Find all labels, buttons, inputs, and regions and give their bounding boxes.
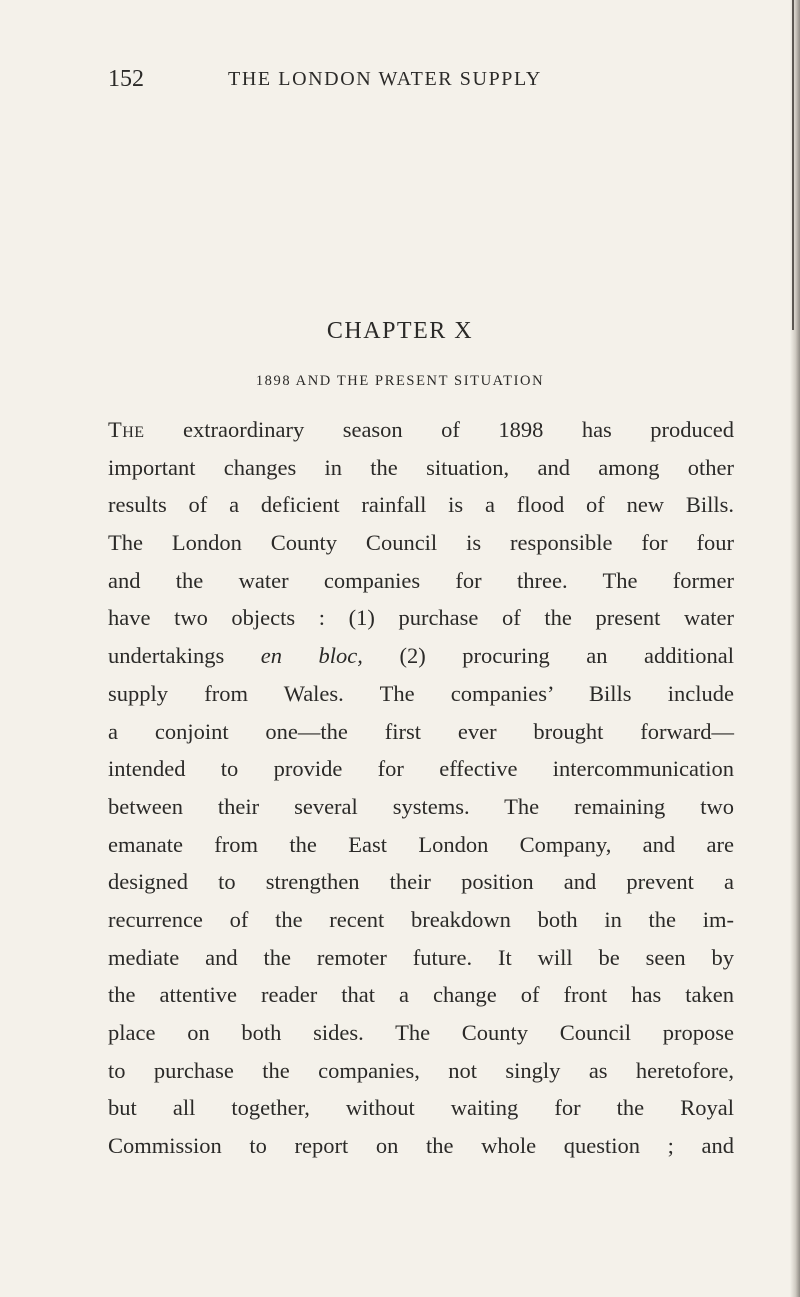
- text-line: between their several systems. The remaining two: [108, 793, 734, 819]
- text-line: but all together, without waiting for the Royal: [108, 1095, 734, 1121]
- page-edge-line: [792, 0, 794, 330]
- chapter-heading: CHAPTER X: [326, 318, 474, 344]
- text-line-rest: extraordinary season of 1898 has produced: [183, 417, 734, 442]
- text-line: emanate from the East London Company, and are: [108, 831, 734, 857]
- opening-word: The: [108, 417, 145, 442]
- text-line: mediate and the remoter future. It will be seen by: [108, 944, 734, 970]
- text-line: important changes in the situation, and among other: [108, 454, 734, 480]
- text-segment: undertakings: [108, 643, 225, 669]
- text-line: recurrence of the recent breakdown both in the im-: [108, 906, 734, 932]
- text-line: the attentive reader that a change of front has taken: [108, 982, 734, 1008]
- text-line: to purchase the companies, not singly as heretofore,: [108, 1057, 734, 1083]
- running-head: [108, 66, 728, 98]
- text-segment: (2) procuring an additional: [399, 643, 735, 669]
- page-number: 152: [108, 66, 144, 92]
- text-line: [108, 637, 734, 675]
- chapter-subtitle: 1898 AND THE PRESENT SITUATION: [255, 373, 545, 389]
- text-line: designed to strengthen their position and prevent a: [108, 869, 734, 895]
- text-line: supply from Wales. The companies’ Bills include: [108, 680, 734, 706]
- text-line: Commission to report on the whole question ; and: [108, 1133, 734, 1159]
- text-line: place on both sides. The County Council propose: [108, 1020, 734, 1045]
- text-line: results of a deficient rainfall is a flood of new Bills.: [108, 492, 734, 518]
- text-line: [108, 411, 734, 449]
- italic-phrase: en bloc,: [260, 643, 363, 669]
- text-line: The London County Council is responsible for four: [108, 530, 734, 556]
- text-line: intended to provide for effective intercommunication: [108, 756, 734, 782]
- running-title: THE LONDON WATER SUPPLY: [228, 68, 542, 90]
- body-paragraph: [108, 411, 734, 1165]
- text-line: a conjoint one—the first ever brought forward—: [108, 718, 734, 744]
- text-line: have two objects : (1) purchase of the present water: [108, 605, 734, 631]
- text-line: and the water companies for three. The former: [108, 567, 734, 593]
